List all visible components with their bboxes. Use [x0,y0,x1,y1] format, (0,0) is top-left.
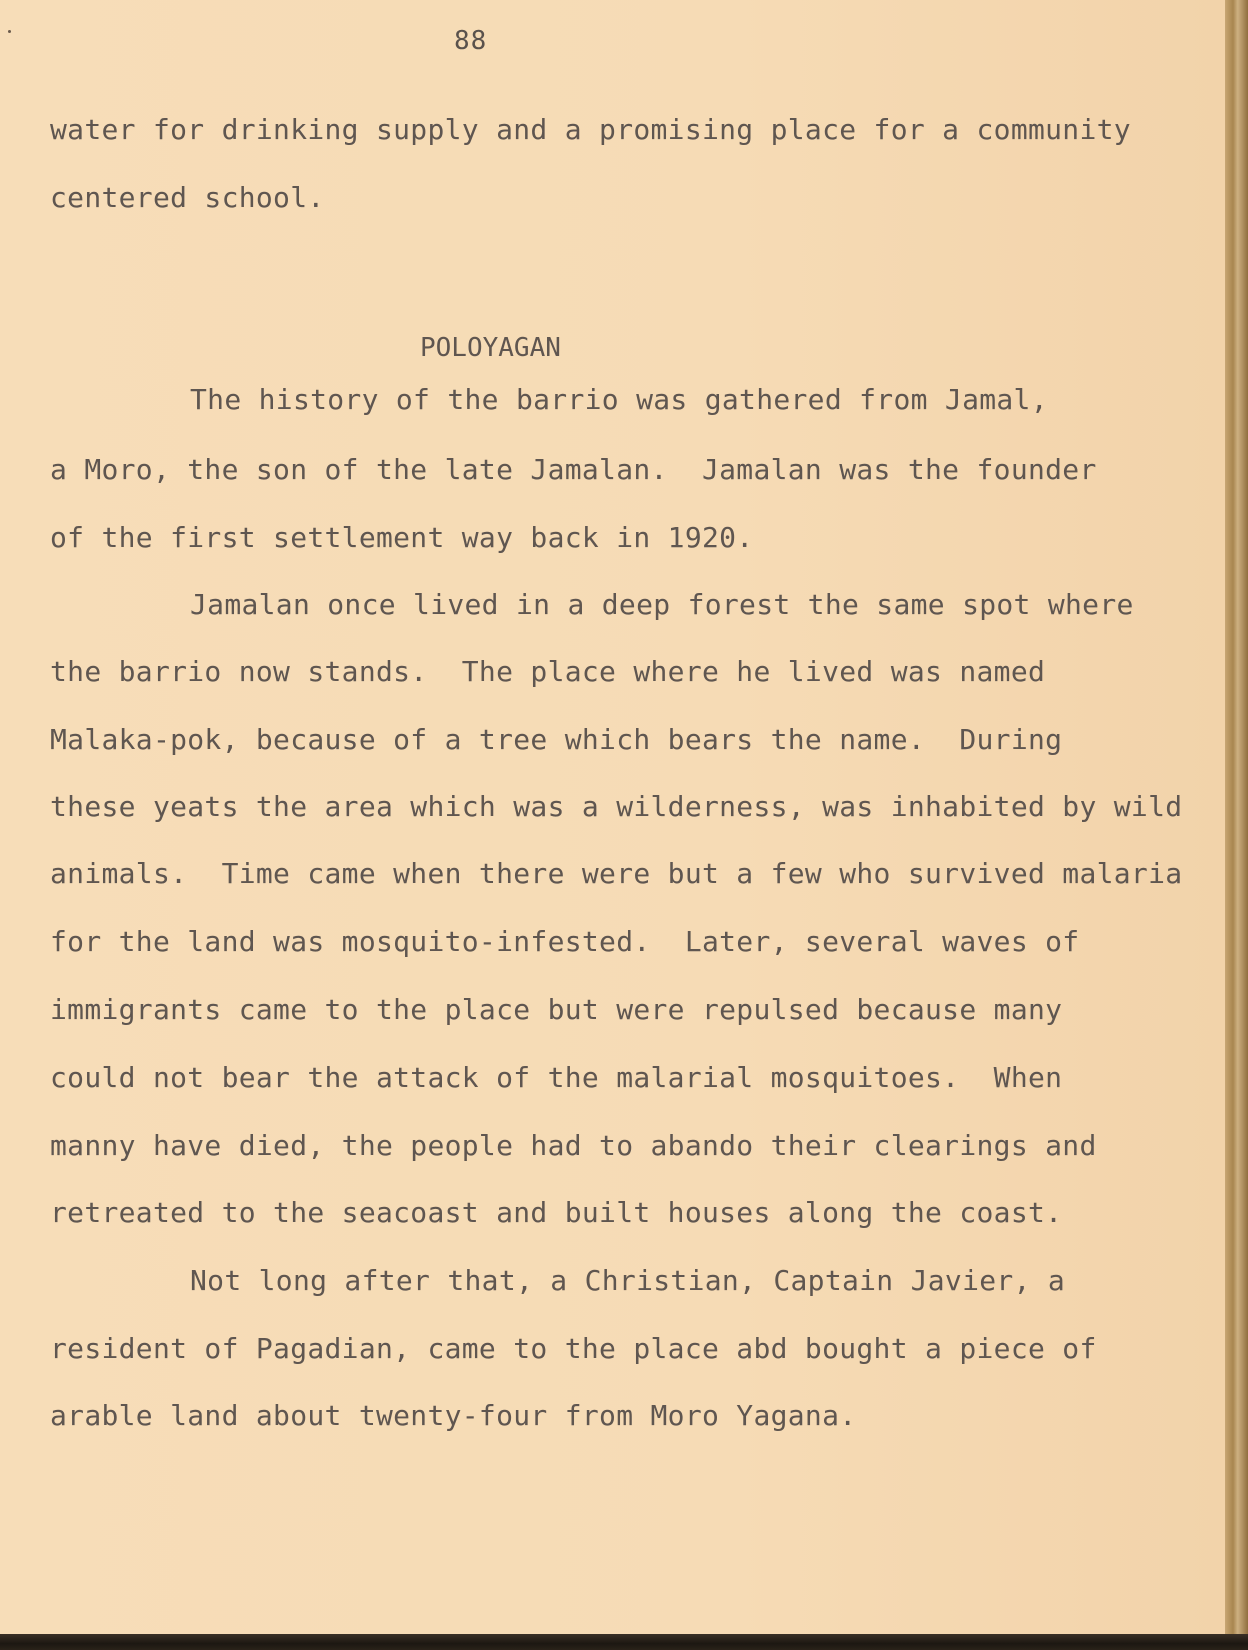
text-line: centered school. [50,181,325,214]
page-number: 88 [454,26,488,56]
text-line: the barrio now stands. The place where he lived was named [50,655,1046,688]
text-line: immigrants came to the place but were repulsed because many [50,993,1063,1026]
text-line: these yeats the area which was a wilderness, was inhabited by wild [50,790,1183,823]
text-line: Malaka-pok, because of a tree which bears the name. During [50,723,1063,756]
text-line: Jamalan once lived in a deep forest the same spot where [190,588,1134,621]
text-line: a Moro, the son of the late Jamalan. Jamalan was the founder [50,453,1097,486]
text-line: could not bear the attack of the malarial mosquitoes. When [50,1061,1063,1094]
text-line: Not long after that, a Christian, Captain Javier, a [190,1264,1066,1297]
text-line: retreated to the seacoast and built houses along the coast. [50,1196,1063,1229]
text-line: animals. Time came when there were but a few who survived malaria [50,857,1183,890]
paper-speck [8,30,11,33]
page-bottom-edge [0,1634,1248,1650]
text-line: of the first settlement way back in 1920. [50,521,754,554]
text-line: for the land was mosquito-infested. Later, several waves of [50,925,1080,958]
text-line: resident of Pagadian, came to the place abd bought a piece of [50,1332,1097,1365]
text-line: manny have died, the people had to abando their clearings and [50,1129,1097,1162]
text-line: water for drinking supply and a promising place for a community [50,113,1131,146]
book-binding-edge [1225,0,1248,1640]
text-line: The history of the barrio was gathered from Jamal, [190,383,1048,416]
section-heading: POLOYAGAN [420,333,561,363]
text-line: arable land about twenty-four from Moro Yagana. [50,1399,857,1432]
